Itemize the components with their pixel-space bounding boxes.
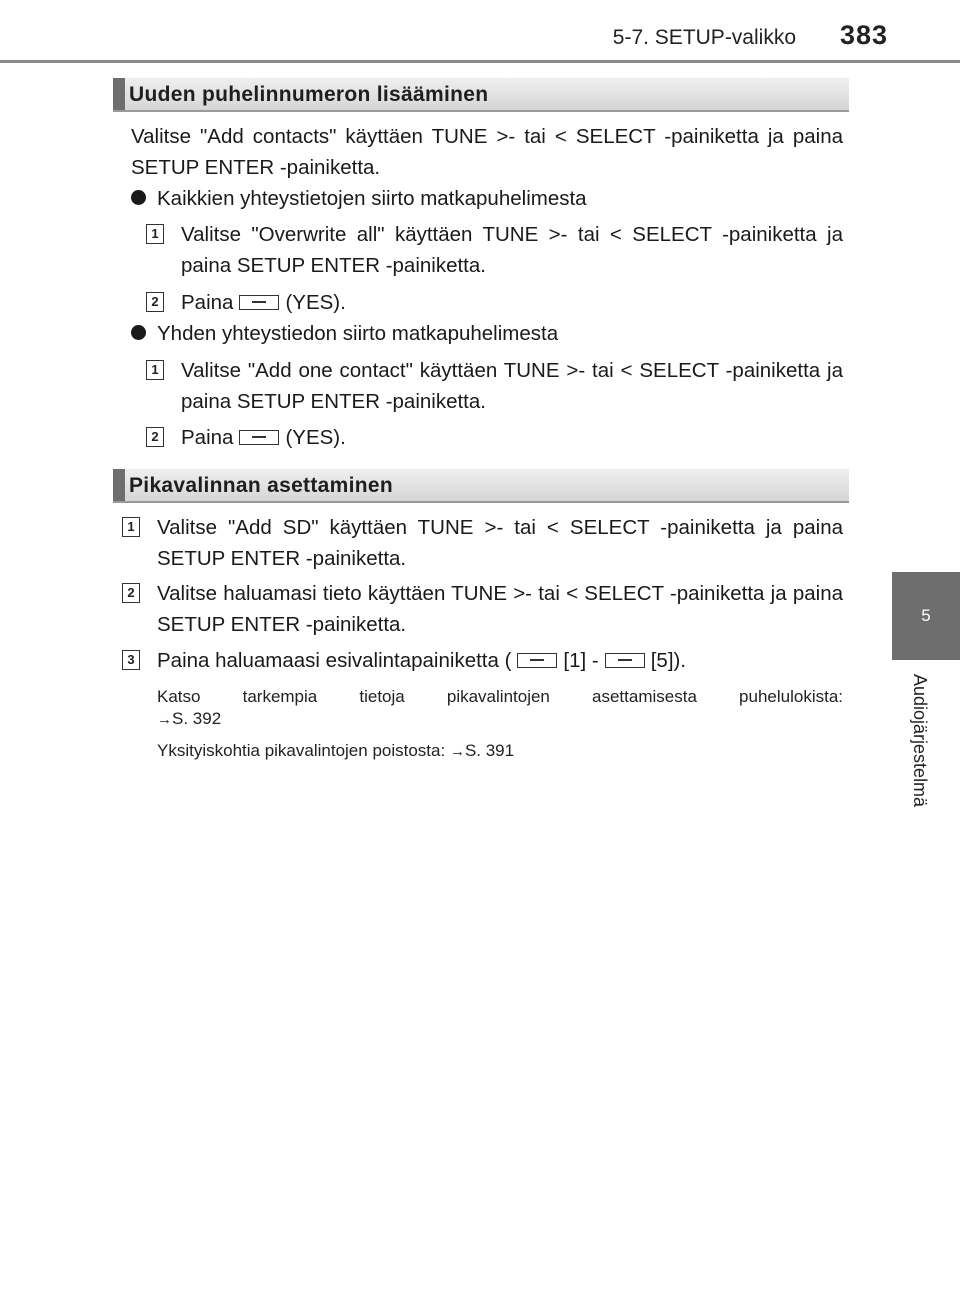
section-heading xyxy=(113,78,849,112)
step-text-mid: [1] - xyxy=(563,649,599,672)
screen-button-icon xyxy=(517,653,557,668)
step-number: 2 xyxy=(122,583,140,603)
bullet-item xyxy=(131,318,843,349)
bullet-dot-icon xyxy=(131,190,146,205)
page-number: 383 xyxy=(839,20,888,50)
note-text: Katso tarkempia tietoja pikavalintojen asettamisesta puhelulokista: xyxy=(157,687,843,706)
step-text-before: Paina xyxy=(181,291,234,314)
arrow-right-icon: → xyxy=(449,743,465,760)
step-text xyxy=(181,287,843,318)
step-text xyxy=(157,645,843,676)
step-text-before: Paina xyxy=(181,426,234,449)
step-number: 3 xyxy=(122,650,140,670)
bullet-text: Yhden yhteystiedon siirto matkapuhelimesta xyxy=(157,322,559,345)
heading-text: Uuden puhelinnumeron lisääminen xyxy=(129,83,489,106)
intro-paragraph: Valitse "Add contacts" käyttäen TUNE >- tai < SELECT -painiketta ja paina SETUP ENTER -painiketta. xyxy=(131,125,843,179)
chapter-title: Audiojärjestelmä xyxy=(910,674,930,808)
step-number: 1 xyxy=(146,224,164,244)
step-text: Valitse haluamasi tieto käyttäen TUNE >- tai < SELECT -painiketta ja paina SETUP ENTER -painiketta. xyxy=(157,582,843,636)
step-text: Valitse "Add one contact" käyttäen TUNE >- tai < SELECT -painiketta ja paina SETUP ENTER -painiketta. xyxy=(181,359,843,413)
heading-accent-bar xyxy=(113,469,125,501)
chapter-tab: 5 xyxy=(892,572,960,660)
bullet-dot-icon xyxy=(131,325,146,340)
step-number: 1 xyxy=(122,517,140,537)
page-reference-link[interactable]: S. 391 xyxy=(464,741,515,760)
bullet-text: Kaikkien yhteystietojen siirto matkapuhelimesta xyxy=(157,187,587,210)
bullet-item xyxy=(131,183,843,214)
step-text-after: (YES). xyxy=(285,426,346,449)
screen-button-icon xyxy=(605,653,645,668)
page-reference-link[interactable]: S. 392 xyxy=(172,709,222,728)
heading-accent-bar xyxy=(113,78,125,110)
arrow-right-icon: → xyxy=(157,711,172,728)
step-text: Valitse "Add SD" käyttäen TUNE >- tai < SELECT -painiketta ja paina SETUP ENTER -painiketta. xyxy=(157,516,843,570)
section-heading xyxy=(113,469,849,503)
step-text-before: Paina haluamaasi esivalintapainiketta ( xyxy=(157,649,512,672)
note-reference xyxy=(157,708,843,731)
step-number: 2 xyxy=(146,292,164,312)
heading-text: Pikavalinnan asettaminen xyxy=(129,474,393,497)
step-text: Valitse "Overwrite all" käyttäen TUNE >- tai < SELECT -painiketta ja paina SETUP ENTER -painiketta. xyxy=(181,223,843,277)
step-text xyxy=(181,422,843,453)
screen-button-icon xyxy=(239,430,279,445)
step-text-after: [5]). xyxy=(650,649,687,672)
step-number: 2 xyxy=(146,427,164,447)
screen-button-icon xyxy=(239,295,279,310)
header-divider xyxy=(0,60,960,63)
step-text-after: (YES). xyxy=(285,291,346,314)
step-number: 1 xyxy=(146,360,164,380)
note-text xyxy=(157,740,843,763)
section-title: 5-7. SETUP-valikko xyxy=(612,26,796,49)
note-body: Yksityiskohtia pikavalintojen poistosta: xyxy=(157,741,446,760)
